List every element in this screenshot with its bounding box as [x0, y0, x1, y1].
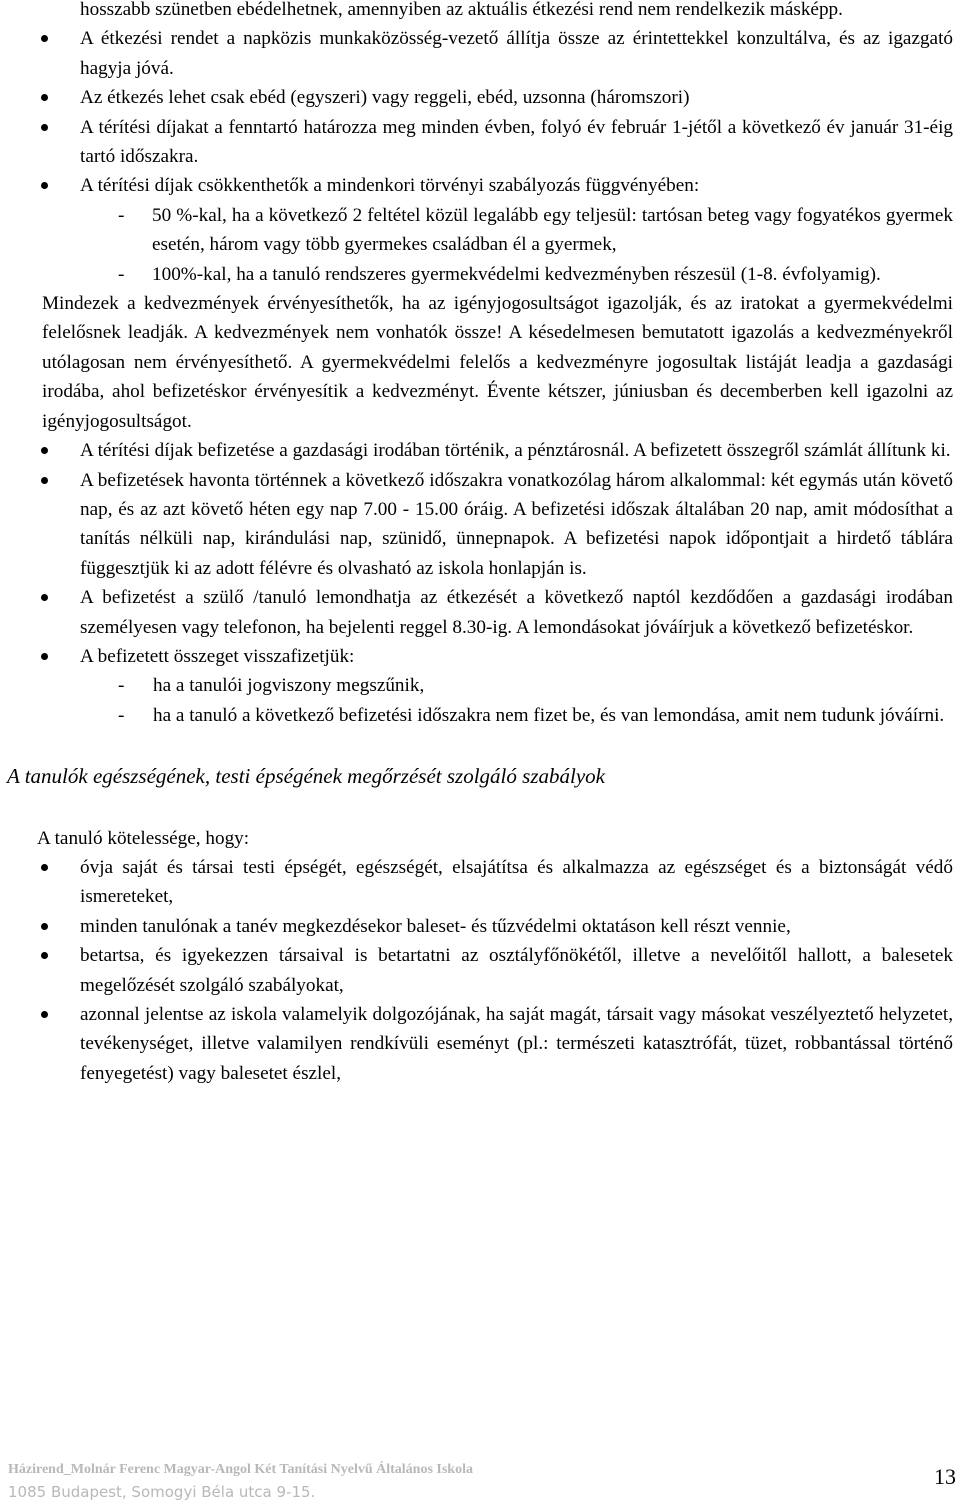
- refund-sublist: [0, 671, 960, 730]
- payment-rules-list: [0, 436, 960, 671]
- list-item: betartsa, és igyekezzen társaival is betartatni az osztályfőnökétől, illetve a nevelőitől hallott, a balesetek megelőzését szolgáló szabályokat,: [0, 941, 960, 1000]
- list-item: [0, 171, 960, 200]
- list-item: A térítési díjak befizetése a gazdasági irodában történik, a pénztárosnál. A befizetett összegről számlát állítunk ki.: [0, 436, 960, 465]
- list-item: A befizetést a szülő /tanuló lemondhatja az étkezését a következő naptól kezdődően a gazdasági irodában személyesen vagy telefonon, ha bejelenti reggel 8.30-ig. A lemondásokat jóváírjuk a következő befizetéskor.: [0, 583, 960, 642]
- list-item: A befizetett összeget visszafizetjük:: [0, 642, 960, 671]
- section-intro: A tanuló kötelessége, hogy:: [37, 827, 250, 849]
- continued-paragraph: hosszabb szünetben ebédelhetnek, amennyiben az aktuális étkezési rend nem rendelkezik másképp.: [80, 0, 843, 20]
- list-item: minden tanulónak a tanév megkezdésekor baleset- és tűzvédelmi oktatáson kell részt vennie,: [0, 912, 960, 941]
- dash-item: - 100%-kal, ha a tanuló rendszeres gyermekvédelmi kedvezményben részesül (1-8. évfolyamig).: [0, 260, 960, 289]
- footer-school-name: Házirend_Molnár Ferenc Magyar-Angol Két Tanítási Nyelvű Általános Iskola: [8, 1462, 473, 1477]
- list-item: A befizetések havonta történnek a következő időszakra vonatkozólag három alkalommal: két egymás után követő nap, és az azt követő héten egy nap 7.00 - 15.00 óráig. A befizetési időszak általában 20 nap, amit módosíthat a tanítás nélküli nap, kirándulási nap, szünidő, ünnepnapok. A befizetési napok időpontjait a hirdető táblára függesztjük ki az adott félévre és olvasható az iskola honlapján is.: [0, 466, 960, 584]
- dash-item: - ha a tanulói jogviszony megszűnik,: [0, 671, 960, 700]
- list-item: Az étkezés lehet csak ebéd (egyszeri) vagy reggeli, ebéd, uzsonna (háromszori): [0, 83, 960, 112]
- dash-item: - ha a tanuló a következő befizetési időszakra nem fizet be, és van lemondása, amit nem tudunk jóváírni.: [0, 701, 960, 730]
- dash-item: - 50 %-kal, ha a következő 2 feltétel közül legalább egy teljesül: tartósan beteg vagy fogyatékos gyermek esetén, három vagy több gyermekes családban él a gyermek,: [0, 201, 960, 260]
- page-footer: [8, 1460, 958, 1504]
- meal-rules-list: [0, 24, 960, 200]
- page-number: 13: [934, 1464, 956, 1489]
- list-item: A étkezési rendet a napközis munkaközösség-vezető állítja össze az érintettekkel konzultálva, és az igazgató hagyja jóvá.: [0, 24, 960, 83]
- footer-address: 1085 Budapest, Somogyi Béla utca 9-15.: [8, 1483, 316, 1501]
- list-item-text: A térítési díjak csökkenthetők a mindenkori törvényi szabályozás függvényében:: [80, 175, 700, 197]
- section-heading: A tanulók egészségének, testi épségének megőrzését szolgáló szabályok: [7, 764, 605, 789]
- list-item: óvja saját és társai testi épségét, egészségét, elsajátítsa és alkalmazza az egészséget és a biztonságát védő ismereteket,: [0, 853, 960, 912]
- list-item: A térítési díjakat a fenntartó határozza meg minden évben, folyó év február 1-jétől a következő év január 31-éig tartó időszakra.: [0, 113, 960, 172]
- discount-paragraph: Mindezek a kedvezmények érvényesíthetők, ha az igényjogosultságot igazolják, és az iratokat a gyermekvédelmi felelősnek leadják. A kedvezmények nem vonhatók össze! A késedelmesen bemutatott igazolás a kedvezményekről utólagosan nem érvényesíthető. A gyermekvédelmi felelős a kedvezményre jogosultak listáját leadja a gazdasági irodába, ahol befizetéskor érvényesítik a kedvezményt. Évente kétszer, júniusban és decemberben kell igazolni az igényjogosultságot.: [42, 293, 953, 432]
- discount-sublist: [0, 201, 960, 289]
- list-item: azonnal jelentse az iskola valamelyik dolgozójának, ha saját magát, társait vagy másokat veszélyeztető helyzetet, tevékenységet, illetve valamilyen rendkívüli eseményt (pl.: természeti katasztrófát, tüzet, robbantással történő fenyegetést) vagy balesetet észlel,: [0, 1000, 960, 1088]
- student-duties-list: [0, 853, 960, 1088]
